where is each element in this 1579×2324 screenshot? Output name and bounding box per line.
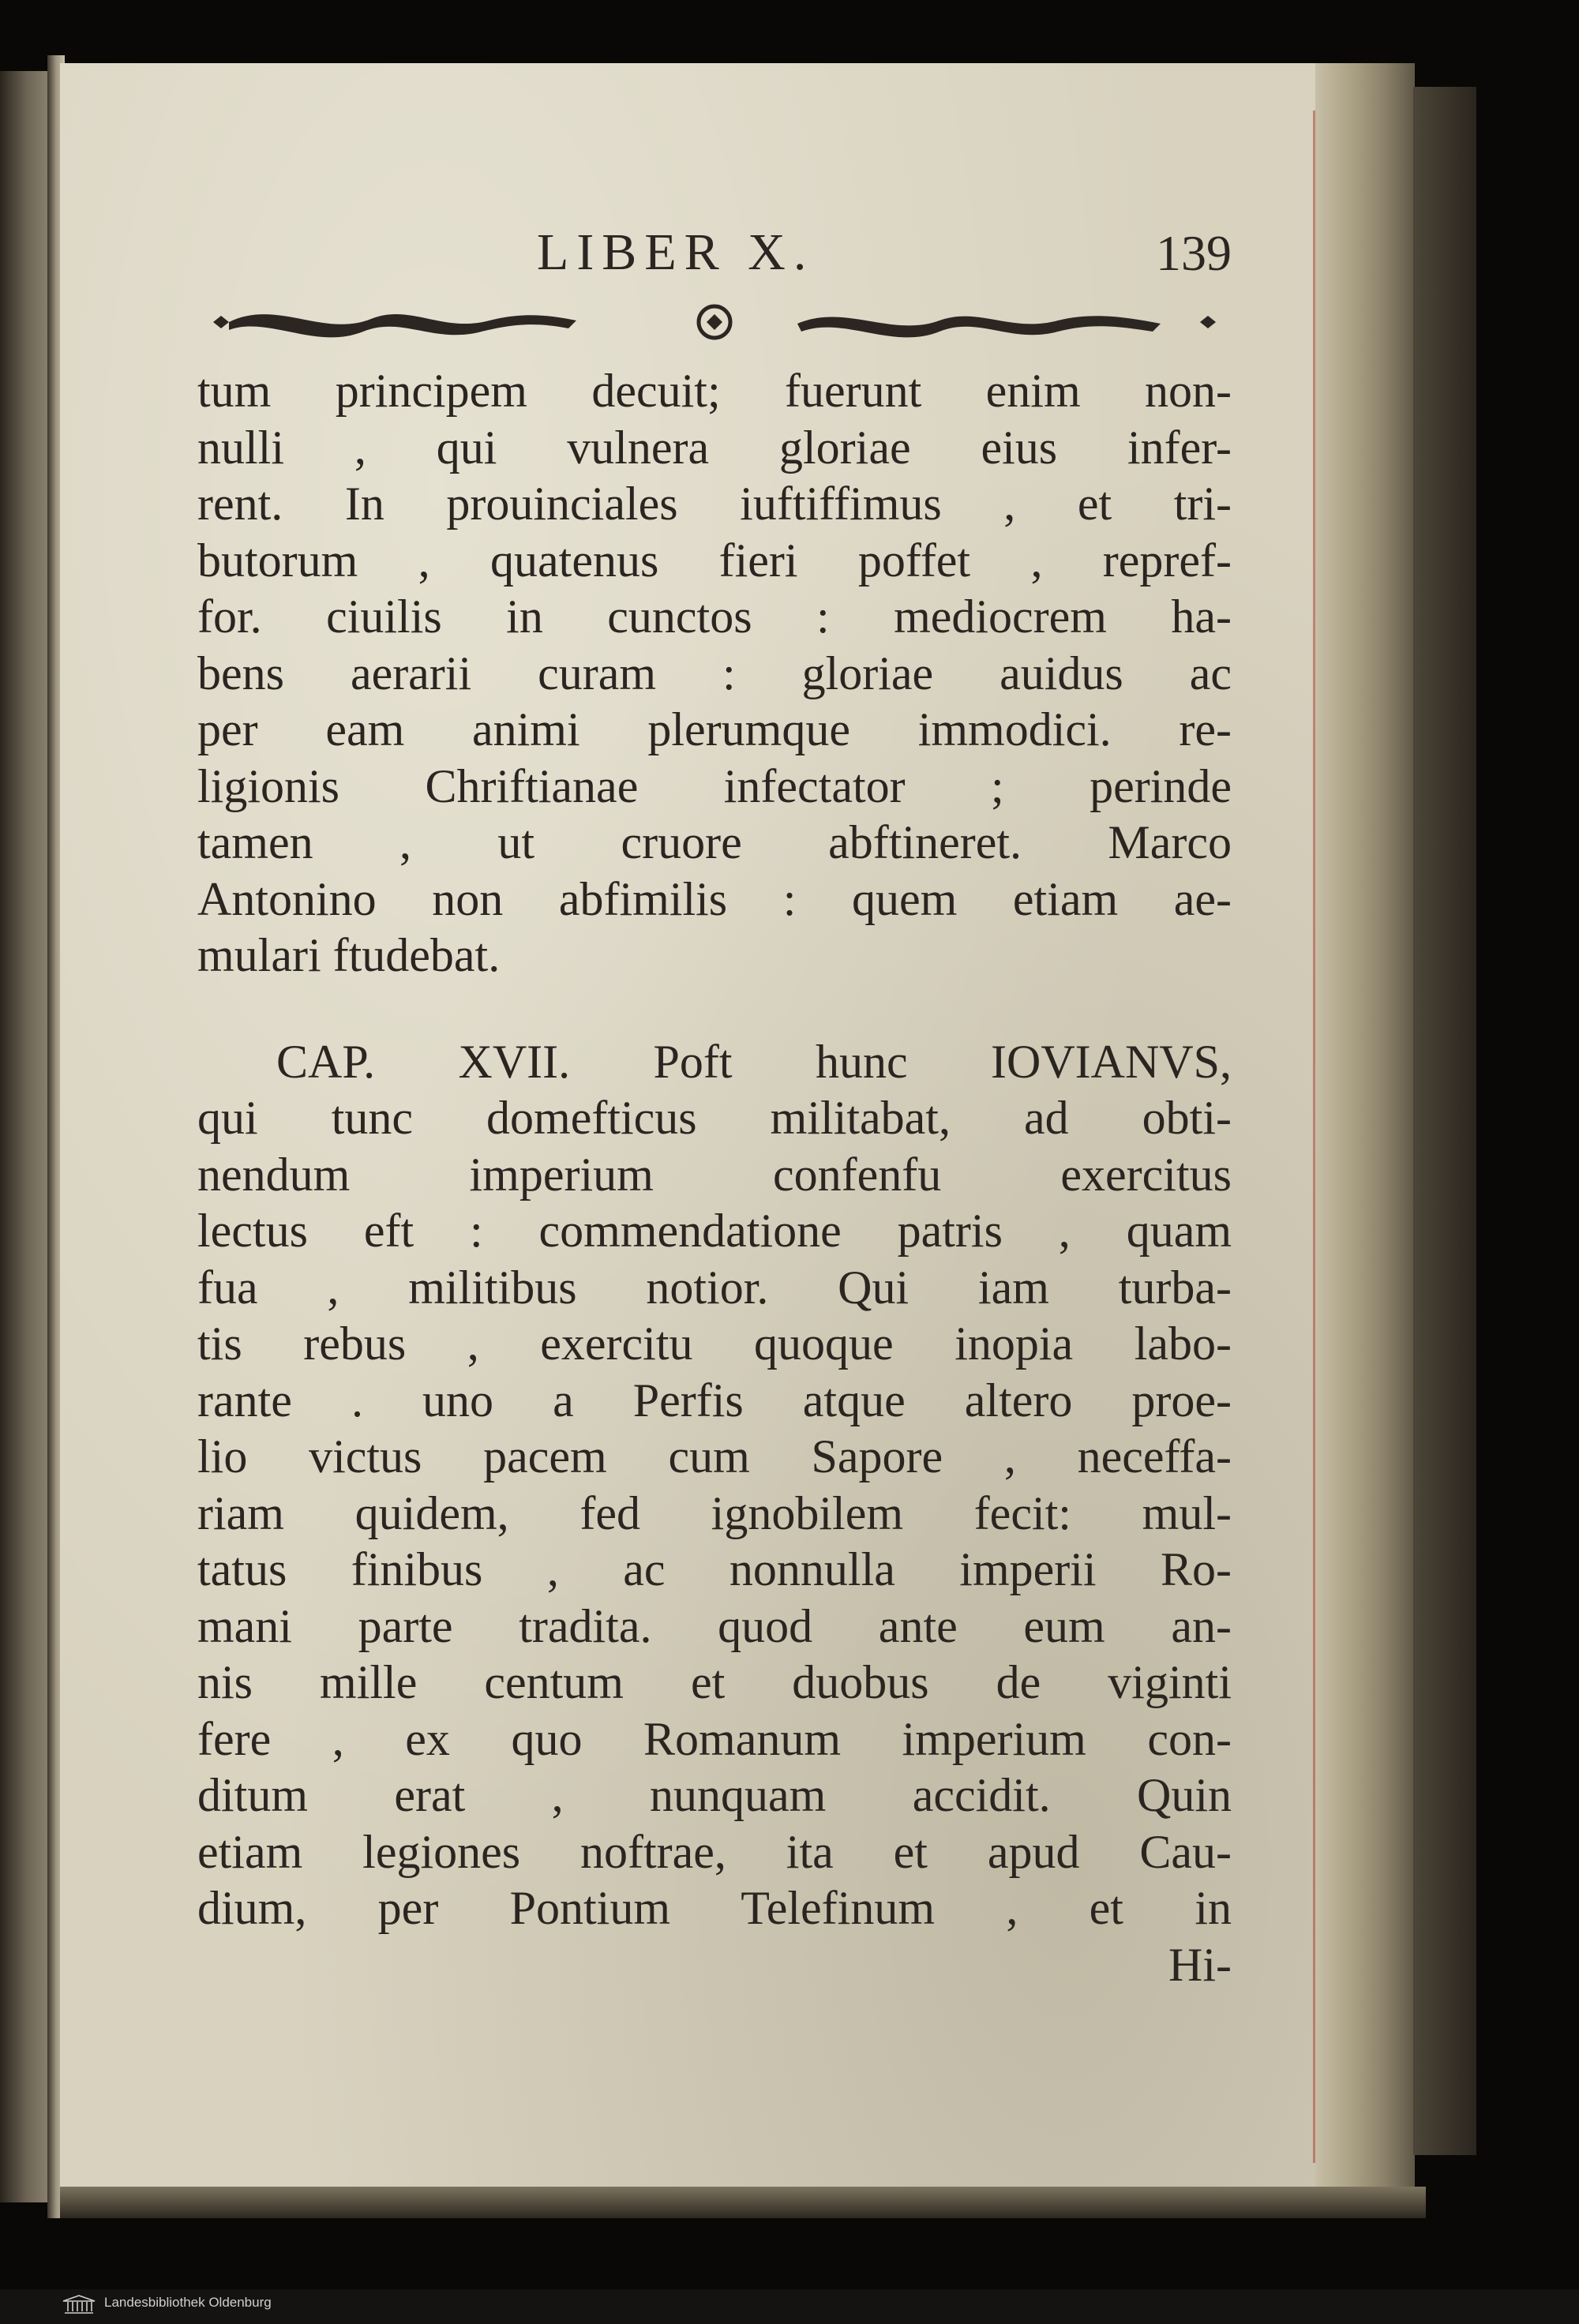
previous-leaf-edge <box>0 71 49 2202</box>
red-margin-rule <box>1313 111 1315 2163</box>
text-line: etiam legiones noftrae, ita et apud Cau- <box>197 1825 1232 1878</box>
text-line: tis rebus , exercitu quoque inopia labo- <box>197 1318 1232 1370</box>
page-fore-edge <box>1315 63 1415 2187</box>
ornament-rule-icon <box>197 298 1232 346</box>
library-building-icon <box>62 2294 96 2315</box>
text-line: riam quidem, fed ignobilem fecit: mul- <box>197 1486 1232 1539</box>
chapter-heading-line: CAP. XVII. Poft hunc IOVIANVS, <box>276 1035 1232 1088</box>
text-line: tum principem decuit; fuerunt enim non- <box>197 365 1232 417</box>
text-line: tamen , ut cruore abftineret. Marco <box>197 816 1232 868</box>
text-line: tatus finibus , ac nonnulla imperii Ro- <box>197 1543 1232 1595</box>
text-line: mulari ftudebat. <box>197 929 501 981</box>
text-line: lio victus pacem cum Sapore , neceffa- <box>197 1430 1232 1482</box>
text-line: qui tunc domefticus militabat, ad obti- <box>197 1092 1232 1144</box>
binding-edge <box>1413 87 1476 2155</box>
text-line: rante . uno a Perfis atque altero proe- <box>197 1374 1232 1426</box>
running-title: LIBER X. <box>537 223 815 281</box>
text-line: bens aerarii curam : gloriae auidus ac <box>197 647 1232 699</box>
running-head <box>197 223 1232 286</box>
text-line: per eam animi plerumque immodici. re- <box>197 703 1232 755</box>
text-line: rent. In prouinciales iuftiffimus , et tri- <box>197 478 1232 530</box>
text-line: nulli , qui vulnera gloriae eius infer- <box>197 421 1232 474</box>
text-line: nendum imperium confenfu exercitus <box>197 1148 1232 1201</box>
page-text <box>197 363 1232 1993</box>
page-number: 139 <box>1156 225 1232 281</box>
text-line: ditum erat , nunquam accidit. Quin <box>197 1769 1232 1821</box>
catchword: Hi- <box>1168 1938 1232 1991</box>
bottom-page-edge <box>60 2187 1426 2218</box>
text-line: ligionis Chriftianae infectator ; perinde <box>197 759 1232 812</box>
text-line: dium, per Pontium Telefinum , et in <box>197 1882 1232 1934</box>
text-line: Antonino non abfimilis : quem etiam ae- <box>197 872 1232 925</box>
text-line: fere , ex quo Romanum imperium con- <box>197 1712 1232 1765</box>
text-line: butorum , quatenus fieri poffet , repref- <box>197 534 1232 587</box>
text-line: mani parte tradita. quod ante eum an- <box>197 1599 1232 1652</box>
library-credit: Landesbibliothek Oldenburg <box>104 2295 272 2310</box>
text-line: lectus eft : commendatione patris , quam <box>197 1205 1232 1257</box>
paragraph-gap <box>197 984 1232 1034</box>
text-line: fua , militibus notior. Qui iam turba- <box>197 1261 1232 1314</box>
text-line: nis mille centum et duobus de viginti <box>197 1656 1232 1708</box>
text-line: for. ciuilis in cunctos : mediocrem ha- <box>197 590 1232 643</box>
